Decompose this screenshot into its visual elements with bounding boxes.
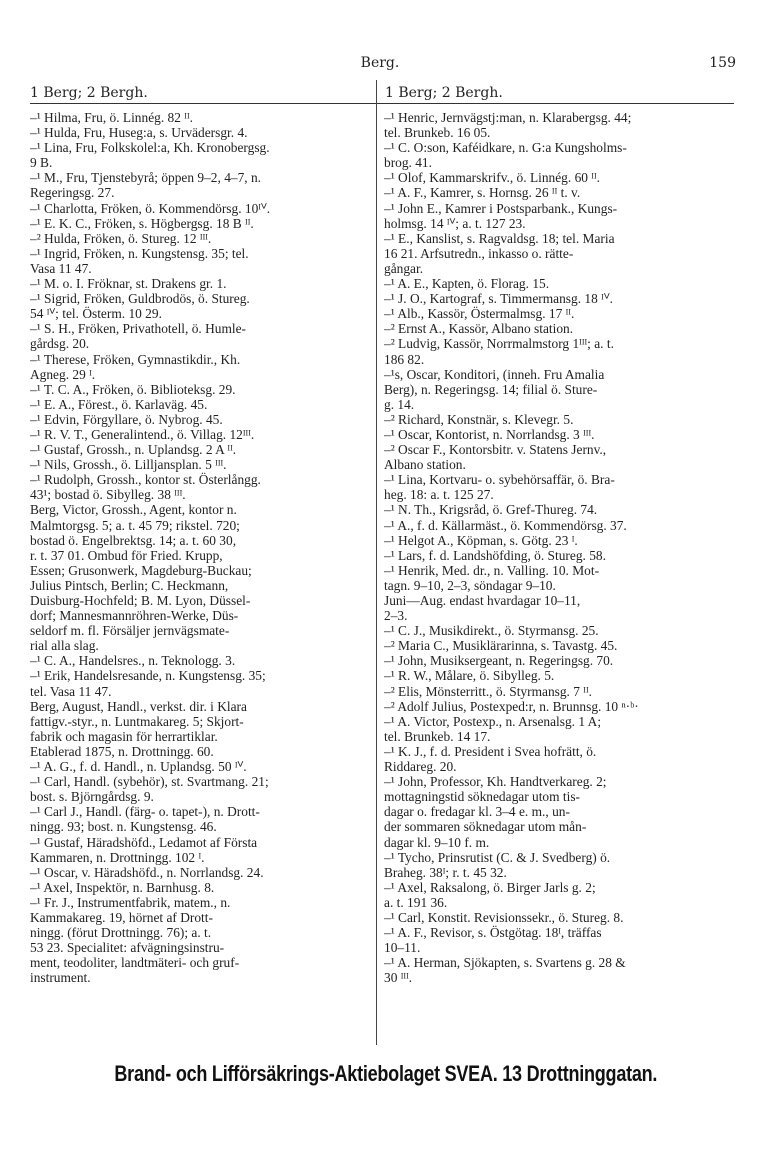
directory-line: –¹ Edvin, Förgyllare, ö. Nybrog. 45.: [30, 411, 223, 427]
directory-line: –¹ M., Fru, Tjenstebyrå; öppen 9–2, 4–7, n.: [30, 170, 262, 186]
directory-line: –² Richard, Konstnär, s. Klevegr. 5.: [384, 411, 574, 427]
directory-line: –¹ Charlotta, Fröken, ö. Kommendörsg. 10ᴵⱽ.: [30, 200, 271, 216]
directory-line: seldorf m. fl. Försäljer jernvägsmate-: [30, 623, 230, 639]
directory-line: –¹ Axel, Inspektör, n. Barnhusg. 8.: [30, 879, 215, 895]
directory-line: tel. Brunkeb. 16 05.: [384, 125, 491, 141]
directory-line: der sommaren söknedagar utom mån-: [384, 819, 587, 835]
directory-line: –¹ Henrik, Med. dr., n. Valling. 10. Mot-: [384, 562, 600, 578]
directory-line: bostad ö. Engelbrektsg. 14; a. t. 60 30,: [30, 532, 237, 548]
directory-line: –¹ Fr. J., Instrumentfabrik, matem., n.: [30, 894, 231, 910]
directory-line: tagn. 9–10, 2–3, söndagar 9–10.: [384, 577, 556, 593]
directory-line: fabrik och magasin för herrartiklar.: [30, 728, 218, 744]
page-title: Berg.: [360, 55, 400, 71]
header-rule: [30, 103, 734, 104]
directory-line: Julius Pintsch, Berlin; C. Heckmann,: [30, 577, 229, 593]
directory-line: –¹ Ingrid, Fröken, n. Kungstensg. 35; tel.: [30, 245, 249, 261]
right-column: [384, 110, 736, 985]
directory-line: Albano station.: [384, 457, 466, 473]
directory-line: Essen; Grusonwerk, Magdeburg-Buckau;: [30, 562, 252, 578]
directory-line: –¹ Carl J., Handl. (färg- o. tapet-), n. Drott-: [30, 804, 260, 820]
directory-line: –¹ K. J., f. d. President i Svea hofrätt, ö.: [384, 743, 597, 759]
directory-line: –¹ John E., Kamrer i Postsparbank., Kungs-: [384, 200, 618, 216]
directory-line: –¹ Gustaf, Häradshöfd., Ledamot af Första: [30, 834, 258, 850]
directory-line: –¹ Hulda, Fru, Huseg:a, s. Urvädersgr. 4.: [30, 125, 248, 141]
directory-line: –¹ Tycho, Prinsrutist (C. & J. Svedberg) ö.: [384, 849, 611, 865]
directory-line: ningg. (förut Drottningg. 76); a. t.: [30, 925, 212, 941]
directory-line: Kammaren, n. Drottningg. 102 ᴵ.: [30, 849, 205, 865]
directory-line: Berg, August, Handl., verkst. dir. i Klara: [30, 698, 247, 714]
directory-line: holmsg. 14 ᴵⱽ; a. t. 127 23.: [384, 215, 526, 231]
directory-line: 186 82.: [384, 351, 425, 367]
directory-line: tel. Vasa 11 47.: [30, 683, 112, 699]
directory-line: –¹ N. Th., Krigsråd, ö. Gref-Thureg. 74.: [384, 502, 598, 518]
directory-line: –¹ Hilma, Fru, ö. Linnég. 82 ᴵᴵ.: [30, 110, 193, 125]
directory-line: –¹ John, Professor, Kh. Handtverkareg. 2;: [384, 774, 607, 790]
page-number: 159: [709, 55, 736, 71]
directory-line: –² Maria C., Musiklärarinna, s. Tavastg. 45.: [384, 638, 618, 654]
directory-line: dagar kl. 9–10 f. m.: [384, 834, 490, 850]
directory-line: –¹ E. A., Förest., ö. Karlaväg. 45.: [30, 396, 208, 412]
directory-line: –² Ludvig, Kassör, Norrmalmstorg 1ᴵᴵᴵ; a. t.: [384, 336, 614, 352]
directory-line: rial alla slag.: [30, 638, 99, 654]
directory-line: 30 ᴵᴵᴵ.: [384, 970, 413, 986]
directory-line: 53 23. Specialitet: afvägningsinstru-: [30, 940, 225, 956]
directory-line: –¹ R. W., Målare, ö. Sibylleg. 5.: [384, 668, 555, 684]
directory-line: –¹ A. Herman, Sjökapten, s. Svartens g. 28 &: [384, 955, 626, 971]
directory-line: –¹ A. F., Revisor, s. Östgötag. 18ᴵ, träffas: [384, 925, 602, 941]
directory-line: –¹ Erik, Handelsresande, n. Kungstensg. 35;: [30, 668, 266, 684]
directory-line: r. t. 37 01. Ombud för Fried. Krupp,: [30, 547, 223, 563]
directory-line: –¹ Lina, Fru, Folkskolel:a, Kh. Kronobergsg.: [30, 140, 270, 156]
directory-line: Duisburg-Hochfeld; B. M. Lyon, Düssel-: [30, 593, 251, 608]
directory-line: g. 14.: [384, 396, 415, 412]
directory-line: heg. 18: a. t. 125 27.: [384, 487, 494, 503]
directory-line: –¹ Lina, Kortvaru- o. sybehörsaffär, ö. Bra-: [384, 472, 615, 488]
directory-line: –² Hulda, Fröken, ö. Stureg. 12 ᴵᴵᴵ.: [30, 230, 212, 246]
directory-line: –¹ E. K. C., Fröken, s. Högbergsg. 18 B ᴵᴵ.: [30, 215, 254, 231]
directory-line: bost. s. Björngårdsg. 9.: [30, 789, 154, 805]
directory-line: a. t. 191 36.: [384, 894, 448, 910]
directory-line: –¹ Nils, Grossh., ö. Lilljansplan. 5 ᴵᴵᴵ.: [30, 457, 227, 473]
directory-line: ningg. 93; bost. n. Kungstensg. 46.: [30, 819, 217, 835]
directory-line: –¹ Sigrid, Fröken, Guldbrodös, ö. Stureg.: [30, 291, 250, 307]
directory-line: instrument.: [30, 970, 91, 986]
column-divider: [376, 80, 377, 1045]
directory-line: –¹ C. O:son, Kaféidkare, n. G:a Kungsholms-: [384, 140, 627, 156]
directory-line: dagar o. fredagar kl. 3–4 e. m., un-: [384, 804, 570, 820]
directory-line: –¹ Lars, f. d. Landshöfding, ö. Stureg. 58.: [384, 547, 606, 563]
directory-line: –¹ Olof, Kammarskrifv., ö. Linnég. 60 ᴵᴵ.: [384, 170, 601, 186]
directory-line: Juni—Aug. endast hvardagar 10–11,: [384, 593, 581, 608]
directory-line: fattigv.-styr., n. Luntmakareg. 5; Skjort-: [30, 713, 244, 729]
directory-line: –¹ A., f. d. Källarmäst., ö. Kommendörsg. 37.: [384, 517, 627, 533]
directory-line: ment, teodoliter, landtmäteri- och gruf-: [30, 955, 240, 971]
directory-line: brog. 41.: [384, 155, 432, 171]
right-column-heading: 1 Berg; 2 Bergh.: [385, 85, 503, 101]
directory-line: –¹ E., Kanslist, s. Ragvaldsg. 18; tel. Maria: [384, 230, 615, 246]
directory-line: 43¹; bostad ö. Sibylleg. 38 ᴵᴵᴵ.: [30, 487, 186, 503]
directory-line: –¹ Helgot A., Köpman, s. Götg. 23 ᴵ.: [384, 532, 578, 548]
directory-line: –¹ M. o. I. Fröknar, st. Drakens gr. 1.: [30, 276, 227, 292]
directory-line: Regeringsg. 27.: [30, 185, 115, 201]
directory-line: mottagningstid söknedagar utom tis-: [384, 789, 581, 805]
directory-line: –¹ Alb., Kassör, Östermalmsg. 17 ᴵᴵ.: [384, 306, 575, 322]
directory-line: Kammakareg. 19, hörnet af Drott-: [30, 909, 213, 925]
directory-line: gårdsg. 20.: [30, 336, 90, 352]
directory-line: –¹ C. A., Handelsres., n. Teknologg. 3.: [30, 653, 236, 669]
directory-line: Malmtorgsg. 5; a. t. 45 79; rikstel. 720;: [30, 517, 240, 533]
directory-line: Braheg. 38ᴵ; r. t. 45 32.: [384, 864, 507, 880]
footer-advert: Brand- och Lifförsäkrings-Aktiebolaget SVEA. 13 Drottninggatan.: [114, 1061, 658, 1086]
directory-line: 9 B.: [30, 155, 53, 171]
directory-line: tel. Brunkeb. 14 17.: [384, 728, 491, 744]
directory-line: Berg, Victor, Grossh., Agent, kontor n.: [30, 502, 237, 518]
directory-line: Riddareg. 20.: [384, 759, 457, 775]
directory-line: Vasa 11 47.: [30, 260, 92, 276]
directory-line: –¹ A. Victor, Postexp., n. Arsenalsg. 1 A;: [384, 713, 602, 729]
directory-line: –¹ Rudolph, Grossh., kontor st. Österlångg.: [30, 472, 261, 488]
directory-line: –¹ Carl, Handl. (sybehör), st. Svartmang. 21;: [30, 774, 269, 790]
directory-line: Agneg. 29 ᴵ.: [30, 366, 96, 382]
directory-line: –¹ Oscar, Kontorist, n. Norrlandsg. 3 ᴵᴵᴵ.: [384, 426, 595, 442]
directory-line: –¹ Henric, Jernvägstj:man, n. Klarabergsg. 44;: [384, 110, 632, 125]
directory-line: 2–3.: [384, 608, 408, 624]
directory-line: –¹ Gustaf, Grossh., n. Uplandsg. 2 A ᴵᴵ.: [30, 442, 237, 458]
directory-line: Berg), n. Regeringsg. 14; filial ö. Sture-: [384, 381, 598, 397]
directory-line: –¹ R. V. T., Generalintend., ö. Villag. 12ᴵᴵᴵ.: [30, 426, 255, 442]
directory-line: –¹ A. G., f. d. Handl., n. Uplandsg. 50 ᴵⱽ.: [30, 759, 247, 775]
left-column-heading: 1 Berg; 2 Bergh.: [30, 85, 148, 101]
directory-line: –¹ T. C. A., Fröken, ö. Biblioteksg. 29.: [30, 381, 236, 397]
directory-line: –¹ Oscar, v. Häradshöfd., n. Norrlandsg. 24.: [30, 864, 264, 880]
directory-line: –¹s, Oscar, Konditori, (inneh. Fru Amalia: [384, 366, 605, 382]
directory-line: gångar.: [384, 260, 424, 276]
directory-line: –¹ S. H., Fröken, Privathotell, ö. Humle-: [30, 321, 247, 337]
directory-line: –¹ Axel, Raksalong, ö. Birger Jarls g. 2;: [384, 879, 596, 895]
directory-line: –¹ Therese, Fröken, Gymnastikdir., Kh.: [30, 351, 241, 367]
directory-line: –¹ A. E., Kapten, ö. Florag. 15.: [384, 276, 550, 292]
directory-line: Etablerad 1875, n. Drottningg. 60.: [30, 743, 214, 759]
directory-line: 16 21. Arfsutredn., inkasso o. rätte-: [384, 245, 574, 261]
directory-line: –² Elis, Mönsterritt., ö. Styrmansg. 7 ᴵᴵ.: [384, 683, 592, 699]
directory-line: –² Ernst A., Kassör, Albano station.: [384, 321, 574, 337]
directory-line: –¹ Carl, Konstit. Revisionssekr., ö. Stureg. 8.: [384, 909, 624, 925]
directory-line: –¹ J. O., Kartograf, s. Timmermansg. 18 ᴵⱽ.: [384, 291, 613, 307]
directory-line: 10–11.: [384, 940, 421, 956]
directory-line: –² Oscar F., Kontorsbitr. v. Statens Jernv.,: [384, 442, 607, 458]
directory-line: 54 ᴵⱽ; tel. Österm. 10 29.: [30, 306, 162, 322]
left-column: [30, 110, 370, 985]
running-head: [24, 55, 736, 75]
directory-line: –¹ John, Musiksergeant, n. Regeringsg. 70.: [384, 653, 614, 669]
directory-line: –² Adolf Julius, Postexped:r, n. Brunnsg. 10 ⁿ·ᵇ·: [384, 698, 639, 714]
directory-line: dorf; Mannesmannröhren-Werke, Düs-: [30, 608, 239, 624]
directory-line: –¹ A. F., Kamrer, s. Hornsg. 26 ᴵᴵ t. v.: [384, 185, 581, 201]
directory-line: –¹ C. J., Musikdirekt., ö. Styrmansg. 25.: [384, 623, 599, 639]
